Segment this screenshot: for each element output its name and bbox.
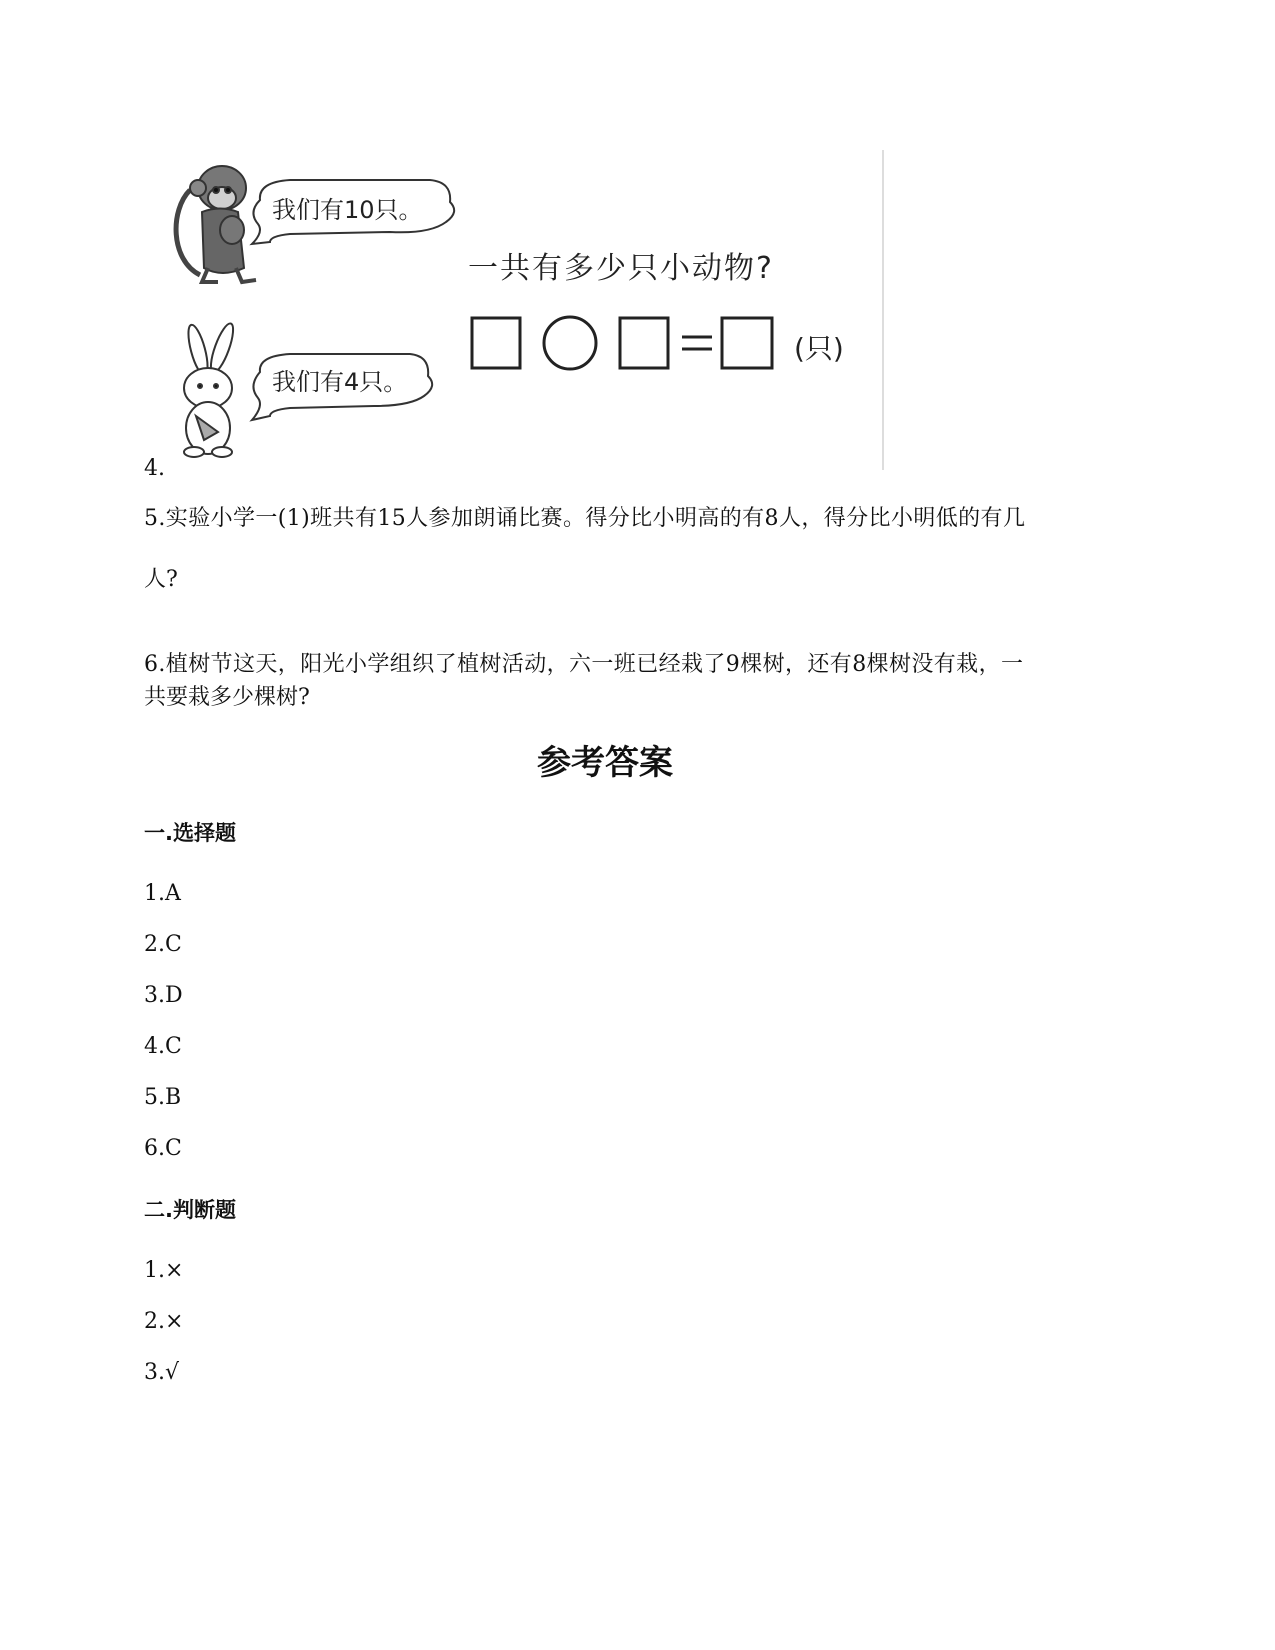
q5-line2: 人? [144, 567, 178, 592]
equation [472, 317, 772, 369]
operator-circle[interactable] [544, 317, 596, 369]
section1-answer: 1.A [144, 881, 181, 906]
section1-answer: 2.C [144, 932, 182, 957]
q5-line1: 5.实验小学一(1)班共有15人参加朗诵比赛。得分比小明高的有8人，得分比小明低的有几 [144, 506, 1026, 531]
q4-number: 4. [144, 456, 165, 481]
unit-label: (只) [794, 332, 844, 365]
q6-line2: 共要栽多少棵树? [144, 685, 310, 710]
answer-box-1[interactable] [472, 318, 520, 368]
section2-answer: 2.× [144, 1309, 184, 1334]
section1-answer: 5.B [144, 1085, 182, 1110]
section2-answer: 3.√ [144, 1360, 180, 1385]
answer-box-2[interactable] [620, 318, 668, 368]
section1-answer: 4.C [144, 1034, 182, 1059]
monkey-speech-text: 我们有10只。 [272, 196, 423, 224]
section1-answer: 3.D [144, 983, 183, 1008]
q4-question-text: 一共有多少只小动物? [468, 251, 774, 286]
section2-answer: 1.× [144, 1258, 184, 1283]
rabbit-speech-bubble [252, 354, 432, 420]
q6-line1: 6.植树节这天，阳光小学组织了植树活动，六一班已经栽了9棵树，还有8棵树没有栽，一 [144, 652, 1024, 677]
section2-heading: 二.判断题 [144, 1198, 236, 1222]
q4-illustration [160, 150, 940, 480]
rabbit-image [184, 321, 237, 457]
answers-title: 参考答案 [537, 743, 673, 783]
section1-heading: 一.选择题 [144, 821, 236, 845]
answer-box-3[interactable] [722, 318, 772, 368]
rabbit-speech-text: 我们有4只。 [272, 368, 408, 396]
section1-answer: 6.C [144, 1136, 182, 1161]
monkey-speech-bubble [252, 180, 454, 244]
monkey-image [176, 166, 256, 282]
